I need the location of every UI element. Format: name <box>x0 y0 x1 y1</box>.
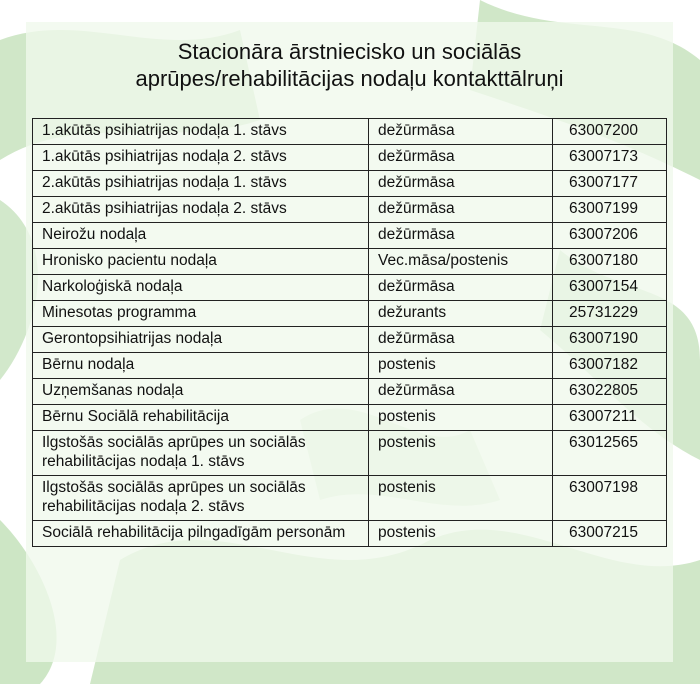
table-row <box>33 145 667 171</box>
table-row <box>33 476 667 521</box>
phone-cell: 63007177 <box>553 171 667 197</box>
table-row <box>33 301 667 327</box>
table-row <box>33 405 667 431</box>
table-row <box>33 379 667 405</box>
phone-cell: 25731229 <box>553 301 667 327</box>
table-row <box>33 249 667 275</box>
role-cell: Vec.māsa/postenis <box>369 249 553 275</box>
page-title <box>26 38 673 92</box>
table-row <box>33 431 667 476</box>
table-row <box>33 223 667 249</box>
dept-cell: Uzņemšanas nodaļa <box>33 379 369 405</box>
phone-cell: 63022805 <box>553 379 667 405</box>
table-row <box>33 171 667 197</box>
dept-cell: Neirožu nodaļa <box>33 223 369 249</box>
dept-cell: 2.akūtās psihiatrijas nodaļa 2. stāvs <box>33 197 369 223</box>
phone-cell: 63007198 <box>553 476 667 521</box>
role-cell: dežūrmāsa <box>369 223 553 249</box>
phone-cell: 63007199 <box>553 197 667 223</box>
table-row <box>33 521 667 547</box>
dept-cell: Sociālā rehabilitācija pilngadīgām personām <box>33 521 369 547</box>
phone-cell: 63007173 <box>553 145 667 171</box>
dept-cell: Narkoloģiskā nodaļa <box>33 275 369 301</box>
phone-cell: 63007206 <box>553 223 667 249</box>
role-cell: dežūrmāsa <box>369 379 553 405</box>
table-row <box>33 353 667 379</box>
title-line-2: aprūpes/rehabilitācijas nodaļu kontakttālruņi <box>135 66 564 91</box>
table-row <box>33 327 667 353</box>
role-cell: dežūrmāsa <box>369 145 553 171</box>
role-cell: postenis <box>369 521 553 547</box>
dept-cell: Bērnu Sociālā rehabilitācija <box>33 405 369 431</box>
phone-cell: 63007154 <box>553 275 667 301</box>
phone-cell: 63007180 <box>553 249 667 275</box>
phone-cell: 63012565 <box>553 431 667 476</box>
dept-cell: Bērnu nodaļa <box>33 353 369 379</box>
role-cell: postenis <box>369 353 553 379</box>
table-row <box>33 197 667 223</box>
phone-cell: 63007211 <box>553 405 667 431</box>
table-row <box>33 119 667 145</box>
dept-cell: 1.akūtās psihiatrijas nodaļa 1. stāvs <box>33 119 369 145</box>
contacts-table-body <box>33 119 667 547</box>
dept-cell: 2.akūtās psihiatrijas nodaļa 1. stāvs <box>33 171 369 197</box>
role-cell: dežūrmāsa <box>369 119 553 145</box>
role-cell: dežūrmāsa <box>369 171 553 197</box>
role-cell: postenis <box>369 476 553 521</box>
role-cell: postenis <box>369 431 553 476</box>
phone-cell: 63007215 <box>553 521 667 547</box>
role-cell: dežurants <box>369 301 553 327</box>
title-line-1: Stacionāra ārstniecisko un sociālās <box>177 39 522 64</box>
role-cell: dežūrmāsa <box>369 197 553 223</box>
role-cell: postenis <box>369 405 553 431</box>
dept-cell: Ilgstošās sociālās aprūpes un sociālās rehabilitācijas nodaļa 2. stāvs <box>33 476 369 521</box>
role-cell: dežūrmāsa <box>369 327 553 353</box>
phone-cell: 63007200 <box>553 119 667 145</box>
dept-cell: Minesotas programma <box>33 301 369 327</box>
phone-cell: 63007190 <box>553 327 667 353</box>
phone-cell: 63007182 <box>553 353 667 379</box>
dept-cell: Ilgstošās sociālās aprūpes un sociālās rehabilitācijas nodaļa 1. stāvs <box>33 431 369 476</box>
table-row <box>33 275 667 301</box>
dept-cell: 1.akūtās psihiatrijas nodaļa 2. stāvs <box>33 145 369 171</box>
dept-cell: Gerontopsihiatrijas nodaļa <box>33 327 369 353</box>
role-cell: dežūrmāsa <box>369 275 553 301</box>
contacts-table <box>32 118 667 547</box>
dept-cell: Hronisko pacientu nodaļa <box>33 249 369 275</box>
